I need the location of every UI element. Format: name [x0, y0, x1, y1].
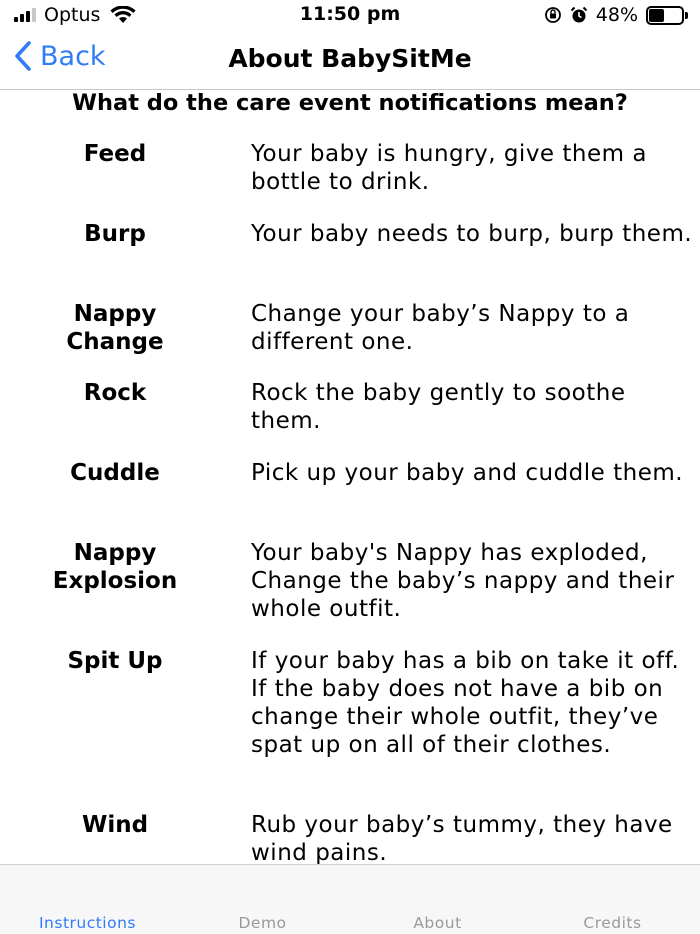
section-heading: What do the care event notifications mean?: [72, 90, 628, 116]
status-bar: [0, 0, 700, 30]
tab-demo[interactable]: Demo: [238, 914, 287, 932]
back-label: Back: [40, 40, 106, 72]
tab-about[interactable]: About: [413, 914, 462, 932]
event-description: Your baby is hungry, give them a bottle to drink.: [251, 141, 647, 195]
battery-icon: [646, 6, 688, 25]
event-name: Spit Up: [67, 648, 163, 674]
event-description: Your baby's Nappy has exploded, Change the baby’s nappy and their whole outfit.: [251, 540, 675, 622]
battery-percent: 48%: [595, 4, 638, 26]
tab-credits[interactable]: Credits: [583, 914, 642, 932]
instructions-content[interactable]: [0, 90, 700, 864]
event-description: Rub your baby’s tummy, they have wind pains.: [251, 812, 673, 864]
event-name: Nappy Explosion: [52, 540, 178, 594]
status-right: [544, 4, 688, 26]
status-time: 11:50 pm: [299, 3, 401, 25]
event-name: Burp: [84, 221, 146, 247]
tab-bar: [0, 864, 700, 934]
event-description: If your baby has a bib on take it off. If the baby does not have a bib on change their whole outfit, they’ve spat up on all of their clothes.: [251, 648, 680, 758]
event-description: Pick up your baby and cuddle them.: [251, 460, 684, 486]
event-name: Wind: [81, 812, 149, 838]
event-name: Nappy Change: [66, 301, 164, 355]
alarm-icon: [570, 6, 588, 24]
page-title: About BabySitMe: [228, 44, 472, 73]
event-name: Cuddle: [70, 460, 160, 486]
carrier-name: Optus: [44, 4, 101, 26]
event-description: Change your baby’s Nappy to a different one.: [251, 301, 630, 355]
event-description: Your baby needs to burp, burp them.: [251, 221, 693, 247]
orientation-lock-icon: [544, 6, 562, 24]
event-description: Rock the baby gently to soothe them.: [251, 380, 626, 434]
tab-instructions[interactable]: Instructions: [38, 914, 137, 932]
navigation-bar: [0, 30, 700, 88]
event-name: Feed: [83, 141, 147, 167]
event-name: Rock: [83, 380, 147, 406]
